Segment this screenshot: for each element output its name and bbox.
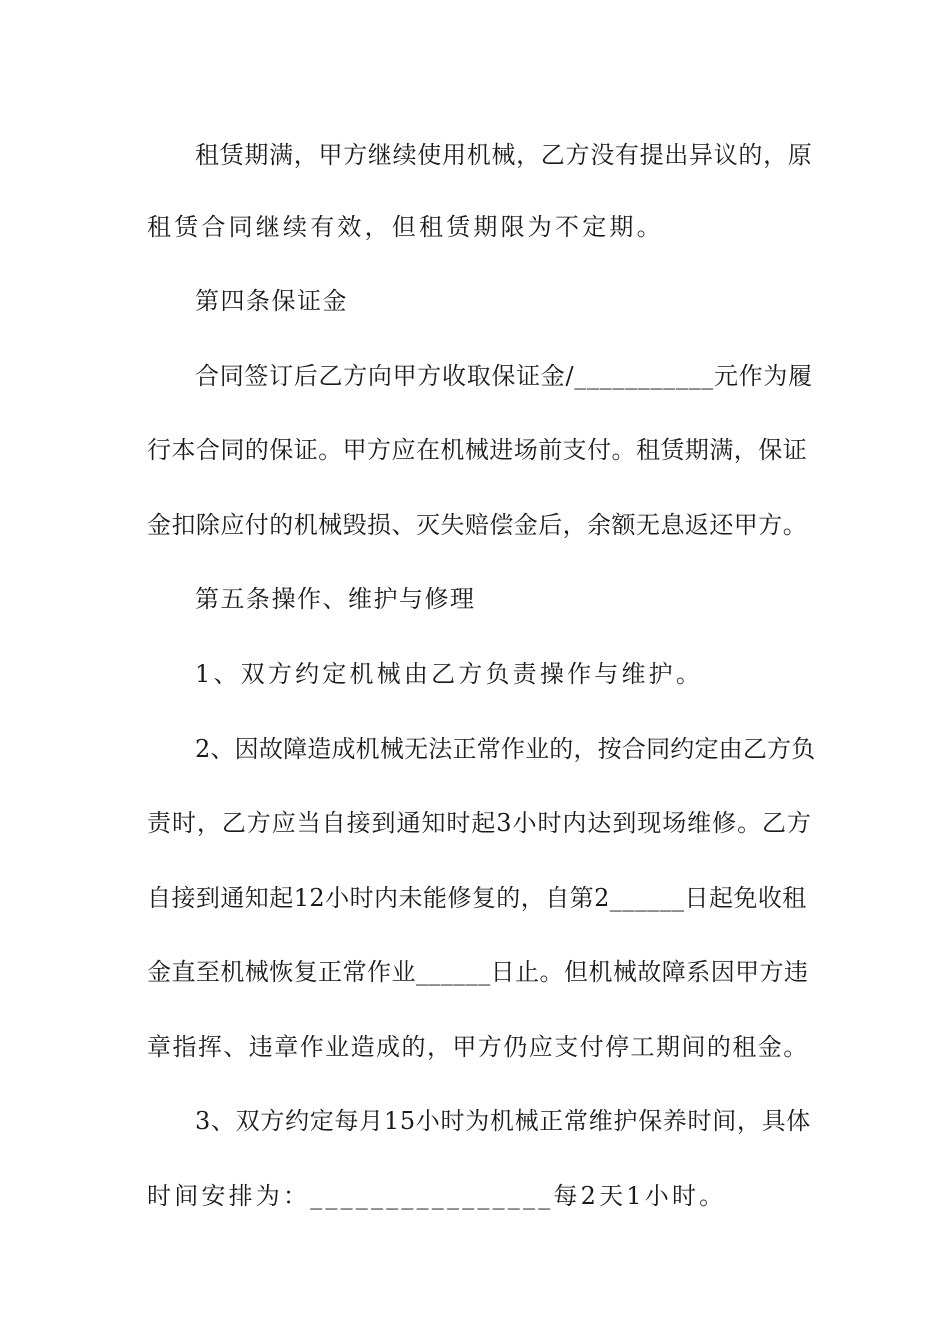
paragraph-line: 自接到通知起12小时内未能修复的，自第2______日起免收租 xyxy=(147,884,807,912)
paragraph-line: 2、因故障造成机械无法正常作业的，按合同约定由乙方负 xyxy=(195,735,816,763)
paragraph-line: 金扣除应付的机械毁损、灭失赔偿金后，余额无息返还甲方。 xyxy=(147,511,808,539)
paragraph-line: 章指挥、违章作业造成的，甲方仍应支付停工期间的租金。 xyxy=(147,1033,809,1061)
paragraph-line: 租赁期满，甲方继续使用机械，乙方没有提出异议的，原 xyxy=(195,141,813,169)
paragraph-line: 行本合同的保证。甲方应在机械进场前支付。租赁期满，保证 xyxy=(147,436,808,464)
paragraph-line: 金直至机械恢复正常作业______日止。但机械故障系因甲方违 xyxy=(147,958,809,986)
paragraph-line: 3、双方约定每月15小时为机械正常维护保养时间，具体 xyxy=(195,1107,812,1135)
section-heading-article-5: 第五条操作、维护与修理 xyxy=(195,585,476,613)
paragraph-line: 租赁合同继续有效，但租赁期限为不定期。 xyxy=(147,213,664,241)
paragraph-line: 1、双方约定机械由乙方负责操作与维护。 xyxy=(195,660,704,688)
paragraph-line: 合同签订后乙方向甲方收取保证金/___________元作为履 xyxy=(195,362,813,390)
paragraph-line: 时间安排为：________________每2天1小时。 xyxy=(147,1182,727,1210)
section-heading-article-4: 第四条保证金 xyxy=(195,287,348,315)
paragraph-line: 责时，乙方应当自接到通知时起3小时内达到现场维修。乙方 xyxy=(147,809,812,837)
